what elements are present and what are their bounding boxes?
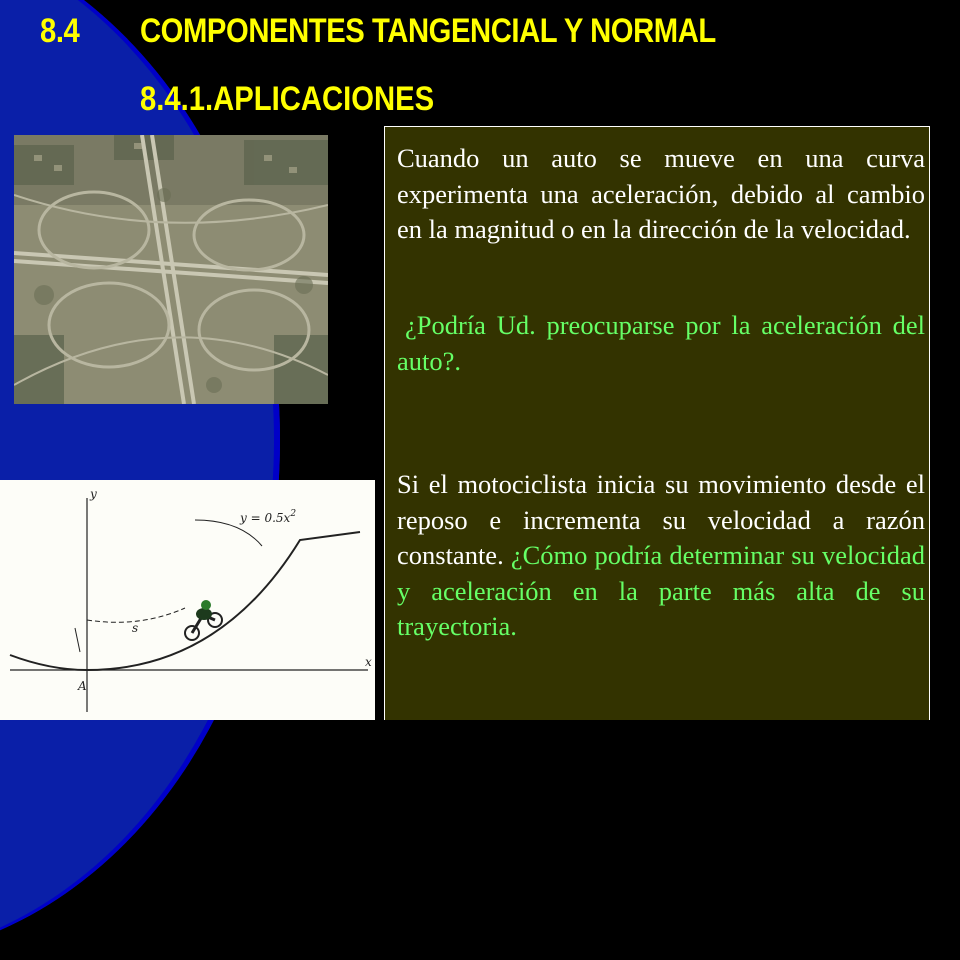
motorcycle-statement: Si el motociclista inicia su movimiento desde el reposo e incrementa su velocidad a razón constante. xyxy=(397,469,925,570)
origin-label: A xyxy=(78,679,87,693)
motorcycle-icon xyxy=(185,600,222,640)
arc-length-label: s xyxy=(132,621,139,635)
slide-title: COMPONENTES TANGENCIAL Y NORMAL xyxy=(140,12,716,50)
motorcycle-ramp-diagram xyxy=(0,480,375,720)
motorcycle-question: ¿Cómo podría determinar su velocidad y aceleración en la parte más alta de su trayectoria. xyxy=(397,540,925,641)
y-axis-label: y xyxy=(90,487,97,501)
curve-equation: $y = 0.5x^2$ xyxy=(240,509,297,525)
text-panel xyxy=(384,126,930,720)
x-axis-label: x xyxy=(365,655,372,669)
highway-interchange-photo xyxy=(14,135,328,404)
section-number: 8.4 xyxy=(40,12,80,50)
question-paragraph: ¿Podría Ud. preocuparse por la aceleración del auto?. xyxy=(397,310,925,376)
slide-subtitle: 8.4.1.APLICACIONES xyxy=(140,80,435,118)
interchange-illustration xyxy=(14,135,328,404)
intro-paragraph: Cuando un auto se mueve en una curva experimenta una aceleración, debido al cambio en la magnitud o en la dirección de la velocidad. xyxy=(397,143,925,244)
ramp-figure xyxy=(0,480,375,720)
motorcycle-paragraph xyxy=(397,467,925,645)
